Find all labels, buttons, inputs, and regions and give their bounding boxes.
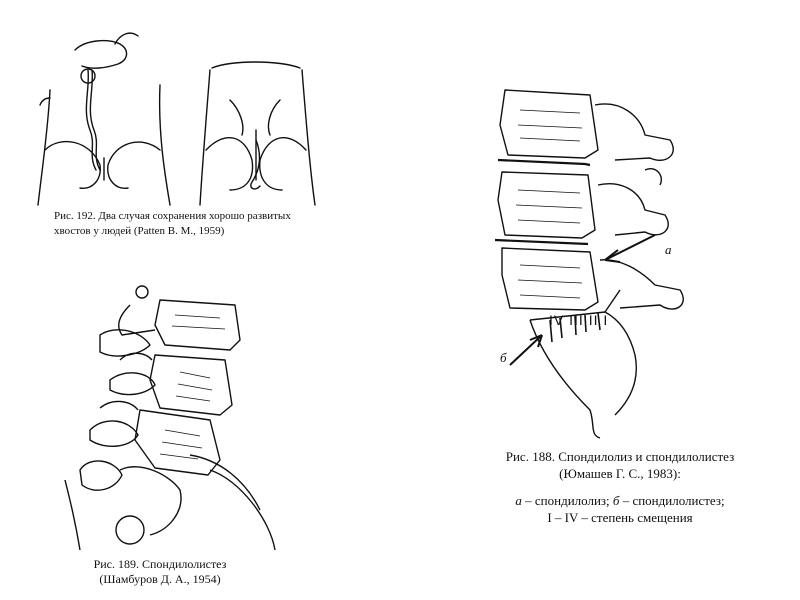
grade-i: I (603, 312, 609, 328)
figure-188-legend (455, 492, 785, 526)
legend-line-2: I – IV – степень смещения (547, 510, 693, 525)
grade-iv: IV (549, 312, 565, 328)
grade-ii: II (588, 312, 599, 328)
figure-192-caption-line-1: Рис. 192. Два случая сохранения хорошо развитых (54, 210, 291, 222)
figure-192-caption-line-2: хвостов у людей (Patten B. M., 1959) (54, 225, 225, 237)
figure-189-caption-line-1: Рис. 189. Спондилолистез (93, 557, 227, 571)
legend-line-1 (455, 492, 785, 509)
figure-189-caption (30, 557, 290, 587)
figure-189-illustration (60, 280, 290, 555)
figure-192-caption (20, 209, 340, 239)
grade-iii: III (569, 312, 584, 328)
legend-a-text: – спондилолиз; (521, 493, 613, 508)
figure-188-caption-line-1: Рис. 188. Спондилолиз и спондилолистез (505, 449, 735, 464)
label-a-spondylolysis: а (665, 242, 672, 257)
figure-188-caption (455, 448, 785, 526)
label-b-spondylolisthesis: б (500, 350, 507, 365)
grade-numerals (549, 312, 608, 328)
figure-188-illustration (480, 80, 710, 440)
figure-192-illustration (30, 30, 330, 210)
figure-188-caption-line-2: (Юмашев Г. С., 1983): (559, 466, 681, 481)
legend-b-text: – спондилолистез; (619, 493, 725, 508)
figure-189-caption-line-2: (Шамбуров Д. А., 1954) (99, 572, 221, 586)
legend-b-letter: б (612, 493, 620, 508)
legend-a-letter: а (515, 493, 522, 508)
